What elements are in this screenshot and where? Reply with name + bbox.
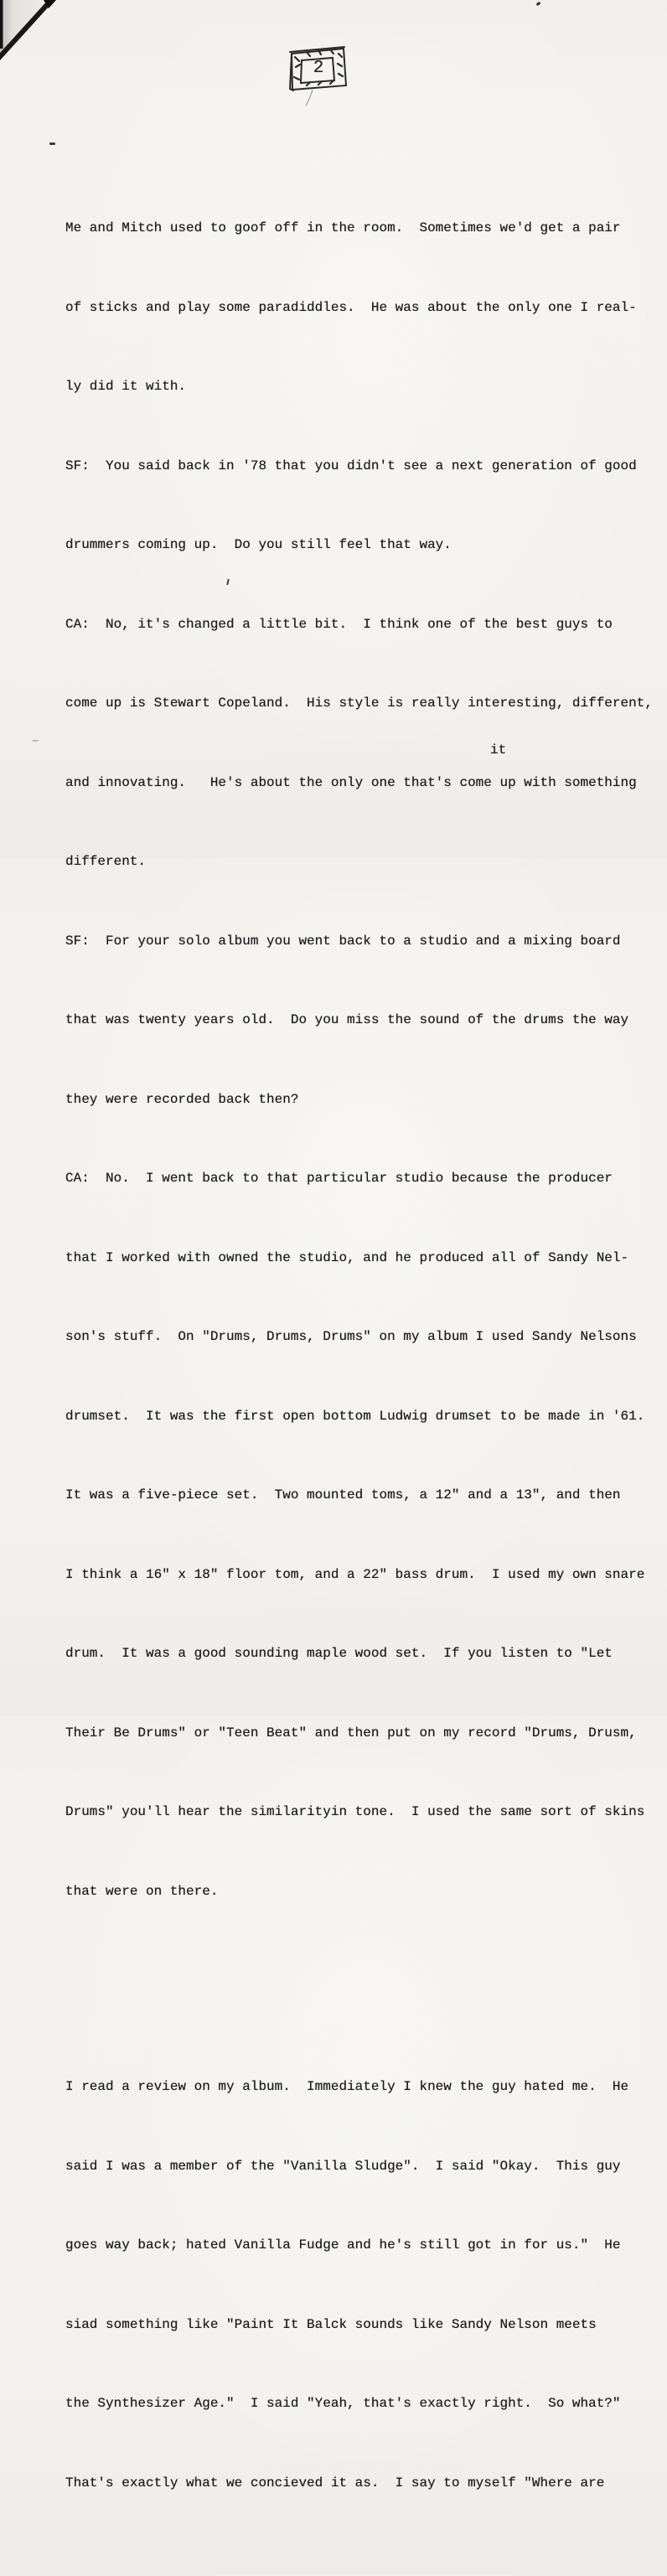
text-line: and innovating. He's about the only one that's come up with something: [65, 774, 637, 790]
text-line: drummers coming up. Do you still feel that way.: [65, 537, 452, 552]
text-line: that was twenty years old. Do you miss the sound of the drums the way: [65, 1012, 629, 1027]
typed-insertion-it: it: [490, 742, 507, 758]
page-corner-fold: [0, 0, 77, 77]
text-line: goes way back; hated Vanilla Fudge and he's still got in for us." He: [65, 2237, 621, 2253]
paragraph-block-2: [65, 2021, 664, 2549]
text-line: of sticks and play some paradiddles. He was about the only one I real-: [65, 299, 637, 315]
text-line: ly did it with.: [65, 379, 187, 394]
page-number-box: [282, 42, 374, 117]
paragraph-block-1: [65, 163, 664, 1958]
text-line: come up is Stewart Copeland. His style is really interesting, different,: [65, 696, 653, 711]
text-line: they were recorded back then?: [65, 1091, 299, 1107]
text-line: drumset. It was the first open bottom Ludwig drumset to be made in '61.: [65, 1408, 645, 1424]
stray-speck-mark: [536, 2, 541, 6]
page-number: 2: [313, 59, 324, 78]
stray-dash-mark: [49, 142, 55, 145]
text-line: SF: You said back in '78 that you didn't see a next generation of good: [65, 458, 637, 473]
text-line: said I was a member of the "Vanilla Sludge". I said "Okay. This guy: [65, 2158, 621, 2174]
text-line: different.: [65, 854, 147, 869]
text-line: I read a review on my album. Immediately I knew the guy hated me. He: [65, 2079, 629, 2094]
text-line: It was a five-piece set. Two mounted toms, a 12" and a 13", and then: [65, 1487, 621, 1503]
text-line: son's stuff. On "Drums, Drums, Drums" on my album I used Sandy Nelsons: [65, 1329, 637, 1344]
text-line: that were on there.: [65, 1883, 219, 1899]
text-line: drum. It was a good sounding maple wood set. If you listen to "Let: [65, 1646, 613, 1661]
text-line: Their Be Drums" or "Teen Beat" and then put on my record "Drums, Drusm,: [65, 1725, 637, 1741]
text-line: Drums" you'll hear the similarityin tone. I used the same sort of skins: [65, 1804, 645, 1819]
text-line: That's exactly what we concieved it as. I say to myself "Where are: [65, 2475, 605, 2491]
typewritten-text: [65, 110, 664, 2576]
text-line: SF: For your solo album you went back to a studio and a mixing board: [65, 933, 621, 949]
text-line: CA: No, it's changed a little bit. I think one of the best guys to: [65, 616, 613, 632]
text-line: CA: No. I went back to that particular studio because the producer: [65, 1171, 613, 1186]
text-line: siad something like "Paint It Balck sounds like Sandy Nelson meets: [65, 2316, 597, 2332]
text-line: I think a 16" x 18" floor tom, and a 22" bass drum. I used my own snare: [65, 1566, 645, 1582]
text-line: that I worked with owned the studio, and he produced all of Sandy Nel-: [65, 1249, 629, 1265]
text-line: Me and Mitch used to goof off in the room. Sometimes we'd get a pair: [65, 220, 621, 235]
text-line: the Synthesizer Age." I said "Yeah, that's exactly right. So what?": [65, 2396, 621, 2411]
stray-squiggle-mark: ~: [30, 735, 40, 750]
